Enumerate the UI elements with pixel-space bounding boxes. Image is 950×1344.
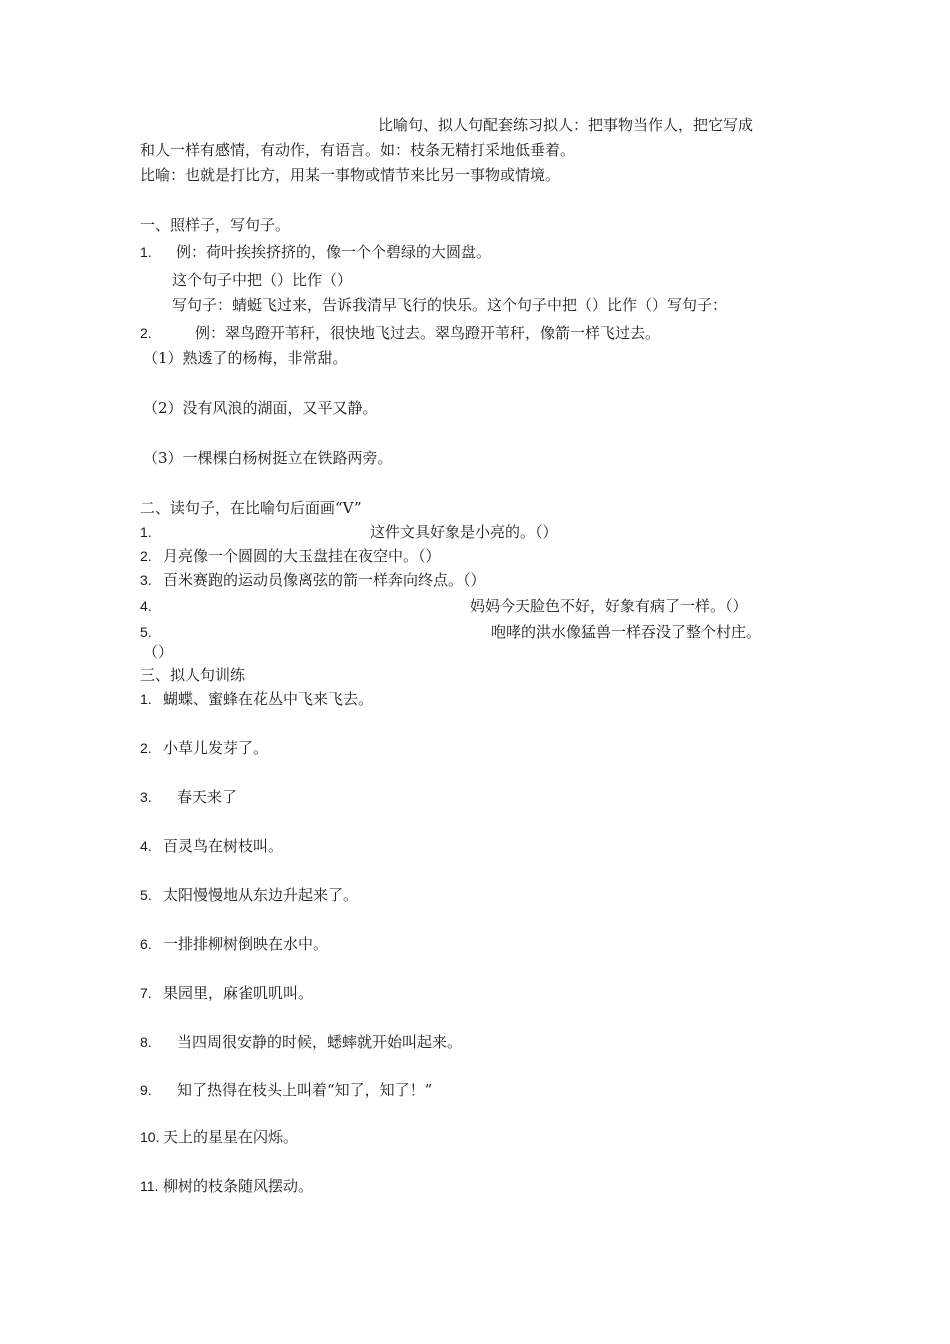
list-item bbox=[140, 836, 283, 856]
list-number: 8. bbox=[140, 1034, 152, 1050]
list-number: 5. bbox=[140, 887, 152, 903]
list-number: 3. bbox=[140, 789, 152, 805]
q2-text: 例：翠鸟蹬开苇秆，很快地飞过去。翠鸟蹬开苇秆，像箭一样飞过去。 bbox=[195, 324, 661, 342]
list-number: 4. bbox=[140, 598, 152, 614]
section1-sub2: （2）没有风浪的湖面，又平又静。 bbox=[143, 399, 378, 417]
list-item bbox=[140, 546, 441, 566]
q1-text: 例：荷叶挨挨挤挤的，像一个个碧绿的大圆盘。 bbox=[176, 243, 492, 261]
section1-heading: 一、照样子，写句子。 bbox=[140, 216, 291, 234]
item-text: 蝴蝶、蜜蜂在花丛中飞来飞去。 bbox=[163, 690, 374, 708]
intro-line-2: 和人一样有感情，有动作，有语言。如：枝条无精打采地低垂着。 bbox=[140, 141, 576, 159]
list-number: 10. bbox=[140, 1129, 160, 1145]
intro-line-1: 比喻句、拟人句配套练习拟人：把事物当作人，把它写成 bbox=[378, 116, 754, 134]
item-text: 百灵鸟在树枝叫。 bbox=[163, 837, 284, 855]
list-number: 1. bbox=[140, 691, 152, 707]
section1-q1-line3: 写句子：蜻蜓飞过来，告诉我清早飞行的快乐。这个句子中把（）比作（）写句子： bbox=[172, 296, 728, 314]
list-item bbox=[140, 787, 237, 807]
list-item bbox=[140, 1127, 298, 1147]
list-item bbox=[140, 934, 328, 954]
list-number: 2. bbox=[140, 548, 152, 564]
item-text: 月亮像一个圆圆的大玉盘挂在夜空中。（） bbox=[163, 547, 441, 565]
list-item bbox=[140, 1080, 432, 1100]
list-item bbox=[140, 522, 558, 542]
list-item bbox=[140, 1176, 313, 1196]
list-number: 9. bbox=[140, 1082, 152, 1098]
item-text: 当四周很安静的时候，蟋蟀就开始叫起来。 bbox=[177, 1033, 463, 1051]
list-number: 1. bbox=[140, 244, 152, 260]
list-number: 5. bbox=[140, 624, 152, 640]
list-item bbox=[140, 689, 373, 709]
list-number: 6. bbox=[140, 936, 152, 952]
list-item bbox=[140, 1032, 462, 1052]
list-item bbox=[140, 570, 486, 590]
section1-sub3: （3）一棵棵白杨树挺立在铁路两旁。 bbox=[143, 449, 393, 467]
item-text: 一排排柳树倒映在水中。 bbox=[163, 935, 329, 953]
item-text: 咆哮的洪水像猛兽一样吞没了整个村庄。 bbox=[491, 623, 762, 641]
section1-q1 bbox=[140, 242, 491, 262]
item-text: 天上的星星在闪烁。 bbox=[163, 1128, 299, 1146]
item-text: 这件文具好象是小亮的。（） bbox=[370, 523, 558, 541]
intro-line-3: 比喻：也就是打比方，用某一事物或情节来比另一事物或情境。 bbox=[140, 166, 561, 184]
list-number: 3. bbox=[140, 572, 152, 588]
item-text: 知了热得在枝头上叫着“知了，知了！” bbox=[177, 1081, 433, 1099]
list-item bbox=[140, 622, 761, 642]
list-item bbox=[140, 738, 268, 758]
item-text: 太阳慢慢地从东边升起来了。 bbox=[163, 886, 359, 904]
list-number: 1. bbox=[140, 524, 152, 540]
item-text: 妈妈今天脸色不好，好象有病了一样。（） bbox=[470, 597, 748, 615]
list-number: 2. bbox=[140, 325, 152, 341]
item-text: 百米赛跑的运动员像离弦的箭一样奔向终点。（） bbox=[163, 571, 486, 589]
section2-heading: 二、读句子，在比喻句后面画“V” bbox=[140, 499, 362, 517]
item-text: 小草儿发芽了。 bbox=[163, 739, 269, 757]
section1-q1-line2: 这个句子中把（）比作（） bbox=[172, 271, 353, 289]
section1-q2 bbox=[140, 323, 660, 343]
list-item bbox=[140, 885, 358, 905]
section1-sub1: （1）熟透了的杨梅，非常甜。 bbox=[143, 349, 348, 367]
list-number: 11. bbox=[140, 1178, 159, 1194]
list-number: 7. bbox=[140, 985, 152, 1001]
list-item-continuation: （） bbox=[143, 643, 174, 661]
item-text: 春天来了 bbox=[177, 788, 238, 806]
list-item bbox=[140, 596, 748, 616]
list-number: 2. bbox=[140, 740, 152, 756]
section3-heading: 三、拟人句训练 bbox=[140, 666, 246, 684]
item-text: 果园里，麻雀叽叽叫。 bbox=[163, 984, 314, 1002]
list-number: 4. bbox=[140, 838, 152, 854]
item-text: 柳树的枝条随风摆动。 bbox=[163, 1177, 314, 1195]
list-item bbox=[140, 983, 313, 1003]
